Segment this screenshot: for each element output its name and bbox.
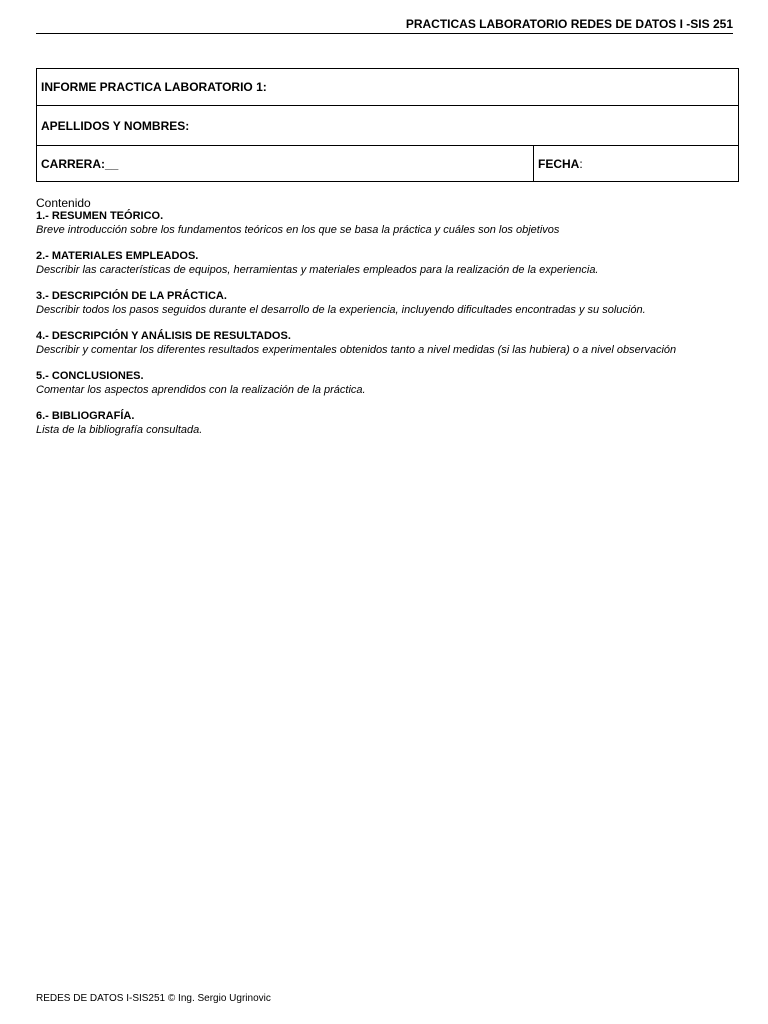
carrera-field: CARRERA:__ [37,146,534,182]
section-title: 4.- DESCRIPCIÓN Y ANÁLISIS DE RESULTADOS. [36,330,291,342]
section-analisis-resultados [36,330,736,357]
informe-field: INFORME PRACTICA LABORATORIO 1: [37,69,739,106]
section-description: Describir todos los pasos seguidos durante el desarrollo de la experiencia, incluyendo dificultades encontradas y su solución. [36,303,646,316]
table-row [37,69,739,106]
section-description: Breve introducción sobre los fundamentos teóricos en los que se basa la práctica y cuáles son los objetivos [36,223,560,236]
fecha-field [534,146,739,182]
section-description: Describir y comentar los diferentes resultados experimentales obtenidos tanto a nivel medidas (si las hubiera) o a nivel observación [36,343,677,356]
table-row [37,106,739,146]
section-title: 5.- CONCLUSIONES. [36,370,144,382]
section-materiales [36,250,736,277]
section-title: 6.- BIBLIOGRAFÍA. [36,410,135,422]
table-row [37,146,739,182]
header-title: PRACTICAS LABORATORIO REDES DE DATOS I -SIS 251 [405,17,733,31]
section-descripcion-practica [36,290,736,317]
section-resumen [36,210,736,237]
contents-section [36,196,736,450]
section-conclusiones [36,370,736,397]
page-footer: REDES DE DATOS I-SIS251 © Ing. Sergio Ugrinovic [36,993,271,1004]
fecha-colon: : [579,156,583,171]
fecha-label: FECHA [538,156,580,171]
section-description: Describir las características de equipos, herramientas y materiales empleados para la realización de la experiencia. [36,263,599,276]
page-header [36,18,733,34]
section-bibliografia [36,410,736,437]
apellidos-field: APELLIDOS Y NOMBRES: [37,106,739,146]
section-description: Comentar los aspectos aprendidos con la realización de la práctica. [36,383,366,396]
report-info-table [36,68,739,182]
contents-label: Contenido [36,196,91,210]
section-title: 2.- MATERIALES EMPLEADOS. [36,250,199,262]
section-title: 1.- RESUMEN TEÓRICO. [36,210,164,222]
section-title: 3.- DESCRIPCIÓN DE LA PRÁCTICA. [36,290,227,302]
section-description: Lista de la bibliografía consultada. [36,423,203,436]
